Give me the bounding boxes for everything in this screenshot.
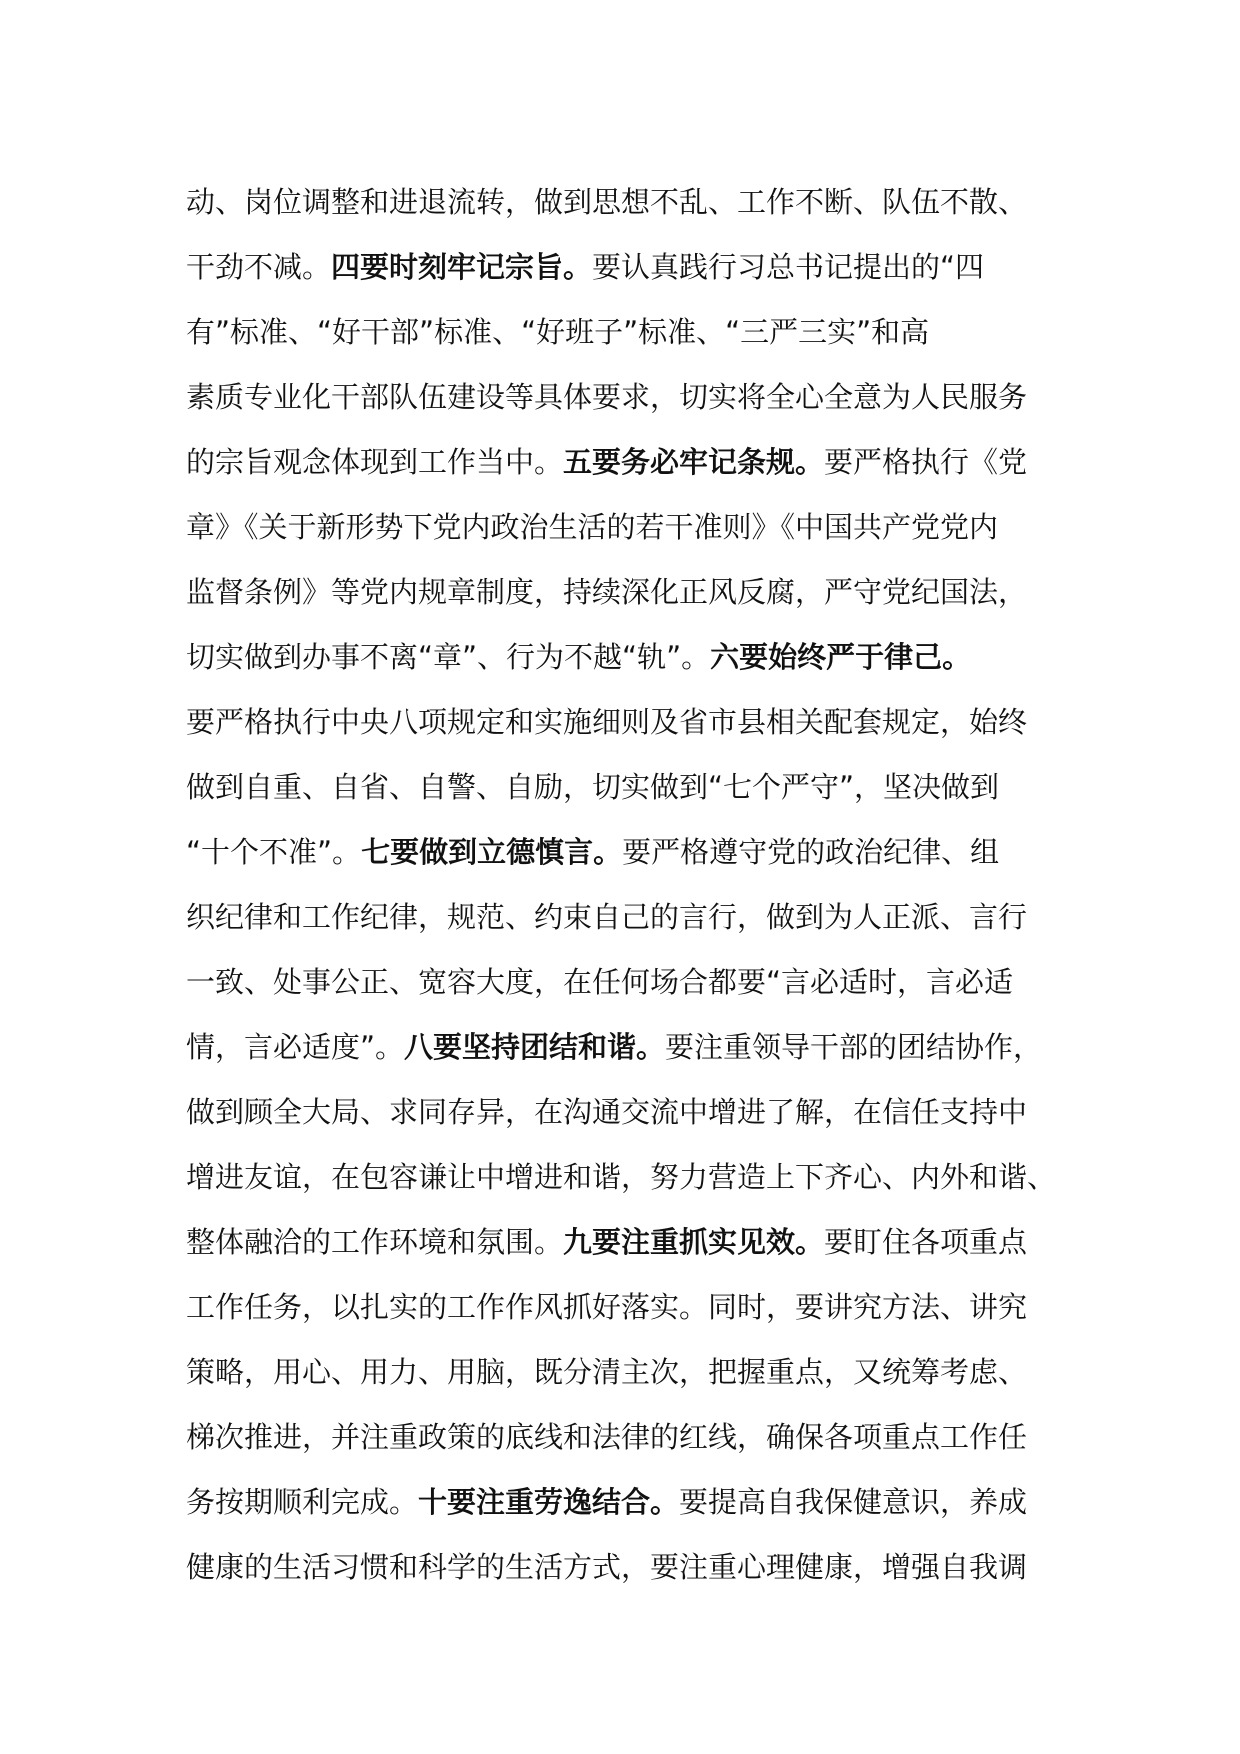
paragraph-text: 情，言必适度”。 (186, 1030, 405, 1064)
bold-heading-text: 八要坚持团结和谐。 (404, 1030, 666, 1064)
text-line (186, 495, 1066, 560)
bold-heading-text: 十要注重劳逸结合。 (418, 1485, 680, 1519)
paragraph-text: 动、岗位调整和进退流转，做到思想不乱、工作不断、队伍不散、 (186, 185, 1028, 219)
text-line (186, 1275, 1066, 1340)
paragraph-text: 要盯住各项重点 (824, 1225, 1028, 1259)
paragraph-text: 要提高自我保健意识，养成 (679, 1485, 1028, 1519)
paragraph-text: 要注重领导干部的团结协作， (665, 1030, 1043, 1064)
paragraph-text: 监督条例》等党内规章制度，持续深化正风反腐，严守党纪国法， (186, 575, 1028, 609)
bold-heading-text: 九要注重抓实见效。 (563, 1225, 825, 1259)
text-line (186, 755, 1066, 820)
text-line (186, 1145, 1066, 1210)
text-line (186, 690, 1066, 755)
text-line (186, 170, 1066, 235)
body-text (186, 170, 1066, 1600)
paragraph-text: 做到顾全大局、求同存异，在沟通交流中增进了解，在信任支持中 (186, 1095, 1028, 1129)
paragraph-text: 做到自重、自省、自警、自励，切实做到“七个严守”，坚决做到 (186, 770, 1000, 804)
paragraph-text: 干劲不减。 (186, 250, 332, 284)
bold-heading-text: 五要务必牢记条规。 (563, 445, 825, 479)
paragraph-text: 务按期顺利完成。 (186, 1485, 419, 1519)
text-line (186, 1535, 1066, 1600)
text-line (186, 1015, 1066, 1080)
text-line (186, 950, 1066, 1015)
paragraph-text: 整体融洽的工作环境和氛围。 (186, 1225, 564, 1259)
paragraph-text: 的宗旨观念体现到工作当中。 (186, 445, 564, 479)
paragraph-text: 健康的生活习惯和科学的生活方式，要注重心理健康，增强自我调 (186, 1550, 1028, 1584)
bold-heading-text: 六要始终严于律己。 (710, 640, 972, 674)
paragraph-text: 一致、处事公正、宽容大度，在任何场合都要“言必适时，言必适 (186, 965, 1014, 999)
paragraph-text: 要严格执行《党 (824, 445, 1028, 479)
text-line (186, 300, 1066, 365)
paragraph-text: 要严格执行中央八项规定和实施细则及省市县相关配套规定，始终 (186, 705, 1028, 739)
text-line (186, 1470, 1066, 1535)
bold-heading-text: 七要做到立德慎言。 (361, 835, 623, 869)
paragraph-text: 素质专业化干部队伍建设等具体要求，切实将全心全意为人民服务 (186, 380, 1028, 414)
paragraph-text: 切实做到办事不离“章”、行为不越“轨”。 (186, 640, 711, 674)
paragraph-text: 工作任务，以扎实的工作作风抓好落实。同时，要讲究方法、讲究 (186, 1290, 1028, 1324)
paragraph-text: 要认真践行习总书记提出的“四 (592, 250, 985, 284)
text-line (186, 1405, 1066, 1470)
text-line (186, 625, 1066, 690)
paragraph-text: 有”标准、“好干部”标准、“好班子”标准、“三严三实”和高 (186, 315, 930, 349)
text-line (186, 430, 1066, 495)
paragraph-text: 梯次推进，并注重政策的底线和法律的红线，确保各项重点工作任 (186, 1420, 1028, 1454)
text-line (186, 365, 1066, 430)
paragraph-text: 要严格遵守党的政治纪律、组 (622, 835, 1000, 869)
paragraph-text: 章》《关于新形势下党内政治生活的若干准则》《中国共产党党内 (186, 510, 999, 544)
paragraph-text: 增进友谊，在包容谦让中增进和谐，努力营造上下齐心、内外和谐、 (186, 1160, 1057, 1194)
paragraph-text: 织纪律和工作纪律，规范、约束自己的言行，做到为人正派、言行 (186, 900, 1028, 934)
text-line (186, 1340, 1066, 1405)
paragraph-text: “十个不准”。 (186, 835, 362, 869)
bold-heading-text: 四要时刻牢记宗旨。 (331, 250, 593, 284)
text-line (186, 1210, 1066, 1275)
text-line (186, 1080, 1066, 1145)
paragraph-text: 策略，用心、用力、用脑，既分清主次，把握重点，又统筹考虑、 (186, 1355, 1028, 1389)
text-line (186, 235, 1066, 300)
text-line (186, 885, 1066, 950)
text-line (186, 560, 1066, 625)
text-line (186, 820, 1066, 885)
